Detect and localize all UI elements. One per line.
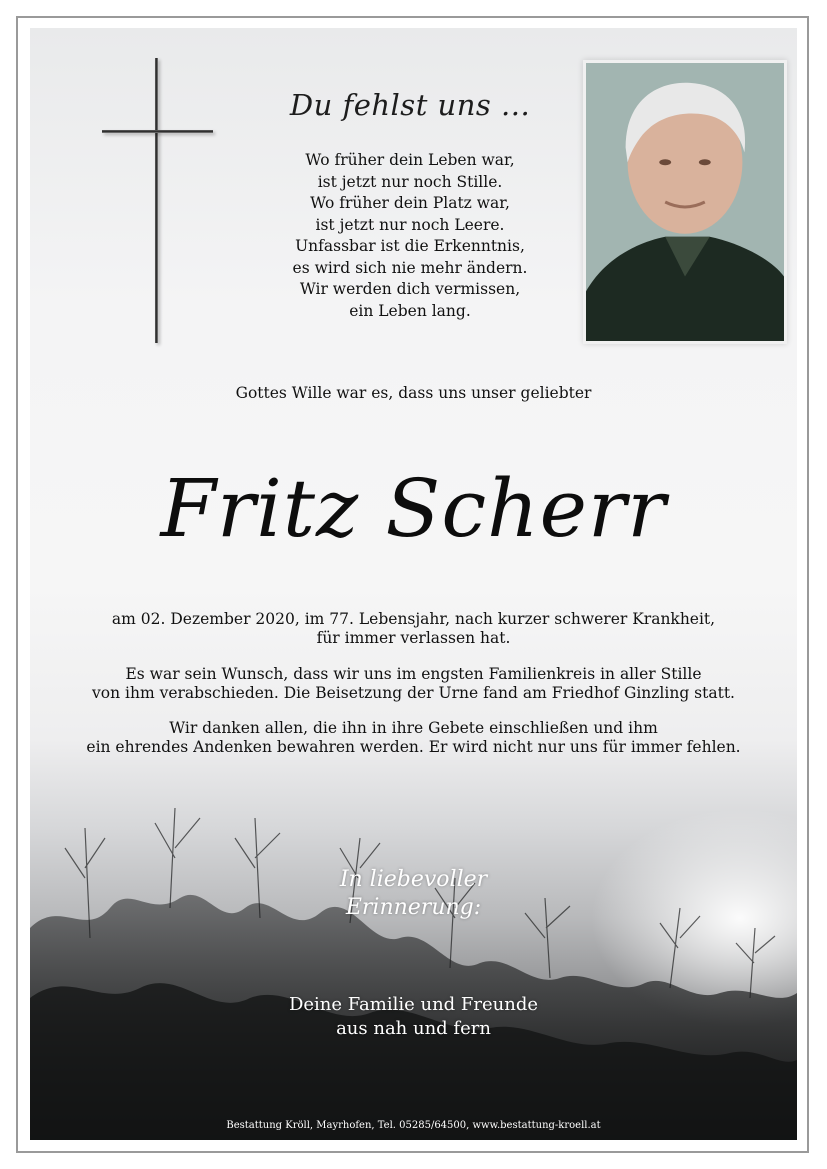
- tree-silhouette-image: [30, 788, 797, 1140]
- memory-line: In liebevoller: [339, 867, 488, 892]
- poem-line: Unfassbar ist die Erkenntnis,: [295, 237, 525, 255]
- family-line: aus nah und fern: [336, 1018, 491, 1039]
- funeral-home-footer: Bestattung Kröll, Mayrhofen, Tel. 05285/64500, www.bestattung-kroell.at: [226, 1120, 601, 1131]
- poem-line: ist jetzt nur noch Stille.: [317, 172, 503, 191]
- paragraph-line: ein ehrendes Andenken bewahren werden. Er wird nicht nur uns für immer fehlen.: [86, 737, 741, 756]
- family-signature: [0, 993, 827, 1041]
- portrait-photo: [583, 60, 787, 344]
- poem: [240, 150, 580, 322]
- intro-text: Gottes Wille war es, dass uns unser geliebter: [235, 384, 592, 402]
- memory-text: [0, 866, 827, 922]
- paragraph-line: von ihm verabschieden. Die Beisetzung der Urne fand am Friedhof Ginzling statt.: [92, 683, 735, 702]
- poem-line: Wir werden dich vermissen,: [299, 280, 521, 298]
- deceased-name: Fritz Scherr: [160, 462, 667, 555]
- paragraph-burial: [0, 665, 827, 702]
- poem-line: es wird sich nie mehr ändern.: [292, 258, 528, 277]
- cross-icon: [100, 58, 215, 348]
- paragraph-death-notice: [0, 610, 827, 647]
- poem-line: ein Leben lang.: [349, 301, 471, 320]
- poem-line: Wo früher dein Platz war,: [310, 194, 510, 212]
- paragraph-line: am 02. Dezember 2020, im 77. Lebensjahr, nach kurzer schwerer Krankheit,: [111, 610, 716, 628]
- paragraph-line: Wir danken allen, die ihn in ihre Gebete einschließen und ihm: [169, 719, 658, 737]
- poem-line: Wo früher dein Leben war,: [305, 151, 515, 169]
- poem-line: ist jetzt nur noch Leere.: [315, 215, 505, 234]
- paragraph-line: für immer verlassen hat.: [316, 628, 511, 647]
- family-line: Deine Familie und Freunde: [288, 994, 539, 1015]
- paragraph-thanks: [0, 719, 827, 756]
- poem-title: Du fehlst uns ...: [289, 88, 531, 122]
- paragraph-line: Es war sein Wunsch, dass wir uns im engsten Familienkreis in aller Stille: [125, 665, 702, 683]
- memory-line: Erinnerung:: [345, 895, 482, 920]
